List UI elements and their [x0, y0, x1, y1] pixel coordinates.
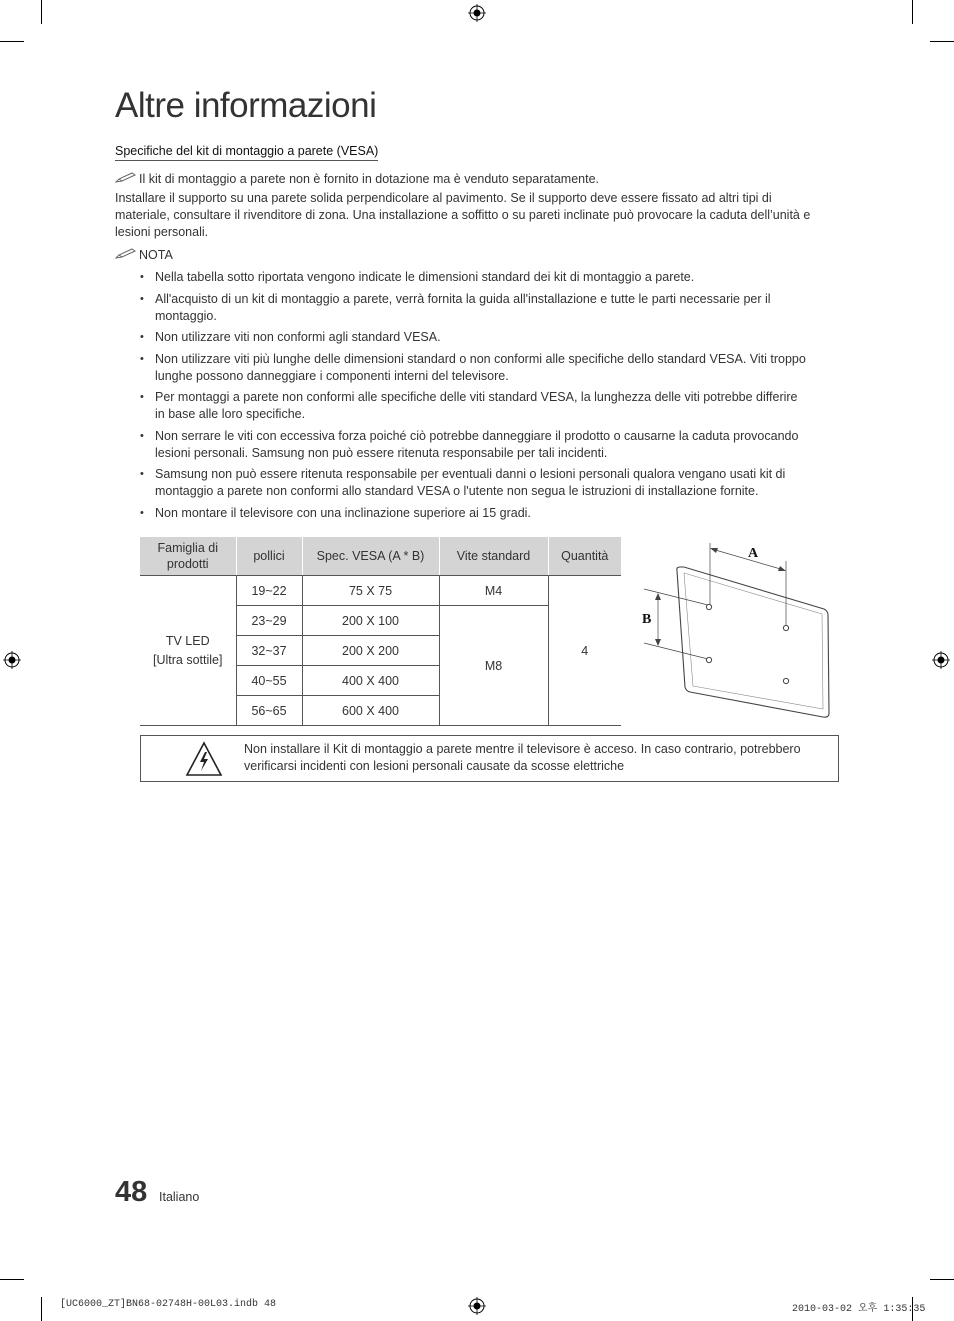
paragraph-line: lesioni personali.: [115, 225, 209, 239]
screw-cell: M8: [439, 606, 548, 726]
list-item-line: • Nella tabella sotto riportata vengono indicate le dimensioni standard dei kit di montaggio a parete.: [155, 270, 695, 284]
list-item-line: • Per montaggi a parete non conformi alle specifiche delle viti standard VESA, la lunghezza delle viti potrebbe differire: [155, 390, 798, 404]
crop-mark: [41, 0, 42, 24]
registration-mark-icon: [468, 1297, 486, 1315]
list-item: [137, 466, 843, 500]
list-item-line: • Non montare il televisore con una inclinazione superiore ai 15 gradi.: [155, 505, 531, 520]
tv-mount-diagram: [640, 537, 840, 723]
list-item: [137, 291, 843, 325]
quantity-cell: 4: [548, 576, 621, 726]
page-language: Italiano: [159, 1190, 200, 1204]
list-item-line: • Non utilizzare viti non conformi agli standard VESA.: [155, 330, 441, 344]
nota-heading: [115, 247, 173, 264]
family-line: TV LED: [165, 633, 210, 648]
warning-text: Non installare il Kit di montaggio a parete mentre il televisore è acceso. In caso contrario, potrebbero verificarsi incidenti con lesioni personali causate da scosse elettriche: [244, 742, 801, 773]
paragraph-line: materiale, consultare il rivenditore di zona. Una installazione a soffitto o su pareti inclinate può provocare la caduta dell’unità e: [115, 208, 811, 222]
table-header: Spec. VESA (A * B): [302, 537, 439, 576]
tv-back-panel: [677, 567, 829, 717]
inches-cell: 19~22: [236, 576, 302, 606]
list-item: [137, 269, 843, 286]
bullet-list: [137, 269, 843, 526]
family-cell: [140, 576, 236, 726]
list-item-line: • Non utilizzare viti più lunghe delle dimensioni standard o non conformi alle specifiche dello standard VESA. Viti troppo: [155, 351, 806, 366]
vesa-cell: 200 X 200: [302, 636, 439, 666]
list-item-line: montaggio.: [155, 308, 217, 323]
crop-mark: [0, 41, 24, 42]
table-header: pollici: [236, 537, 302, 576]
crop-mark: [930, 41, 954, 42]
crop-mark: [912, 0, 913, 24]
vesa-cell: 600 X 400: [302, 696, 439, 726]
list-item-line: lunghe possono danneggiare i componenti interni del televisore.: [155, 368, 509, 383]
inches-cell: 40~55: [236, 666, 302, 696]
electric-shock-warning-icon: [185, 741, 223, 777]
paragraph-line: Installare il supporto su una parete solida perpendicolare al pavimento. Se il supporto deve essere fissato ad altri tipi di: [115, 191, 772, 205]
registration-mark-icon: [3, 651, 21, 669]
registration-mark-icon: [468, 4, 486, 22]
list-item-line: • Non serrare le viti con eccessiva forza poiché ciò potrebbe danneggiare il prodotto o causarne la caduta provocando: [155, 428, 799, 443]
paragraph: [115, 190, 845, 241]
dimension-label-b: B: [642, 612, 652, 627]
list-item-line: • All'acquisto di un kit di montaggio a parete, verrà fornita la guida all'installazione e tutte le parti necessarie per il: [155, 291, 771, 306]
crop-mark: [41, 1297, 42, 1321]
list-item-line: lesioni personali. Samsung non può essere ritenuta responsabile per tali incidenti.: [155, 445, 608, 460]
list-item: [137, 505, 843, 522]
inches-cell: 56~65: [236, 696, 302, 726]
note-line: [115, 171, 599, 188]
nota-label: NOTA: [139, 248, 173, 262]
warning-box: [140, 735, 839, 782]
family-line: [Ultra sottile]: [153, 652, 223, 667]
list-item-line: in base alle loro specifiche.: [155, 407, 306, 421]
pencil-note-icon: [115, 248, 137, 260]
crop-mark: [930, 1279, 954, 1280]
note-text: Il kit di montaggio a parete non è fornito in dotazione ma è venduto separatamente.: [139, 172, 600, 186]
registration-mark-icon: [932, 651, 950, 669]
table-header: Vite standard: [439, 537, 548, 576]
inches-cell: 32~37: [236, 636, 302, 666]
table-header: Famiglia di prodotti: [140, 537, 236, 576]
table-header: Quantità: [548, 537, 621, 576]
crop-mark: [0, 1279, 24, 1280]
vesa-cell: 400 X 400: [302, 666, 439, 696]
dimension-label-a: A: [748, 546, 759, 561]
table-header-row: [140, 537, 621, 576]
list-item: [137, 351, 843, 385]
inches-cell: 23~29: [236, 606, 302, 636]
table-row: [140, 576, 621, 606]
vesa-spec-table: [140, 537, 621, 726]
list-item-line: • Samsung non può essere ritenuta responsabile per eventuali danni o lesioni personali qualora vengano usati kit di: [155, 467, 786, 481]
page-title: Altre informazioni: [115, 86, 377, 125]
pencil-note-icon: [115, 172, 137, 184]
vesa-cell: 200 X 100: [302, 606, 439, 636]
screw-cell: M4: [439, 576, 548, 606]
footer-file-info: [UC6000_ZT]BN68-02748H-00L03.indb 48: [60, 1299, 277, 1310]
list-item-line: montaggio a parete non conformi allo standard VESA o l'utente non segua le istruzioni di installazione fornite.: [155, 484, 759, 498]
footer-timestamp: 2010-03-02 오후 1:35:35: [792, 1304, 926, 1315]
list-item: [137, 389, 843, 423]
list-item: [137, 329, 843, 346]
list-item: [137, 428, 843, 462]
page-number: 48: [115, 1176, 148, 1208]
vesa-cell: 75 X 75: [302, 576, 439, 606]
section-title: Specifiche del kit di montaggio a parete (VESA): [115, 144, 378, 161]
